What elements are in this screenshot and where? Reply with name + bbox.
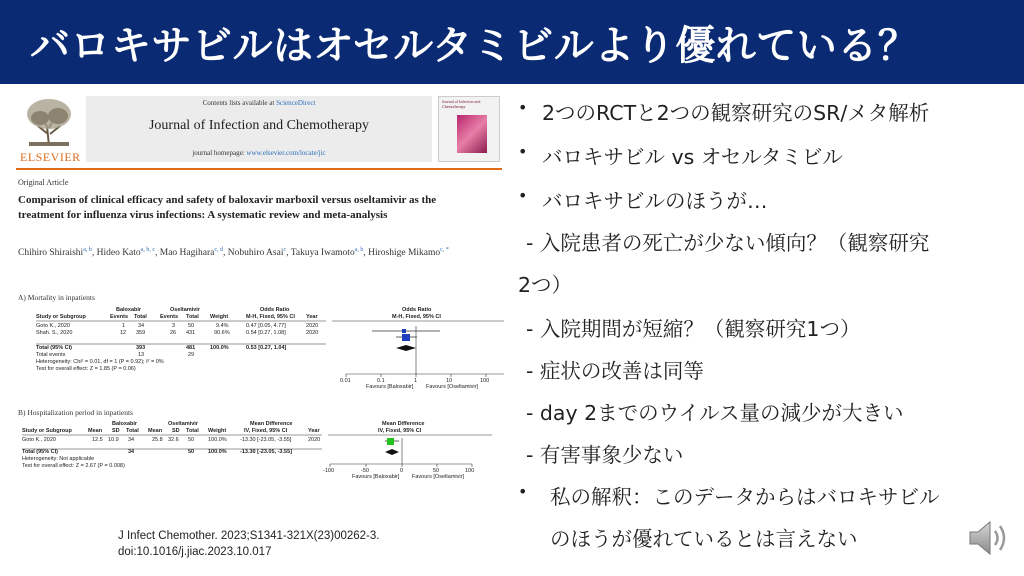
- pooled-diamond: [385, 449, 399, 455]
- citation-line: doi:10.1016/j.jiac.2023.10.017: [118, 546, 272, 558]
- forest-plot-mortality: Baloxabir Oseltamivir Odds Ratio Odds Ratio Study or Subgroup Events Total Events Total Weight M-H, Fixed, 95% CI Year M-H, Fixed, 95% CI Goto K., 2020 1 34 3 50 9.4% 0.47 [0.05, 4.77] 2020 Shah. S., 2020 12 359 26 431 90.6% 0.54 [0.27, 1.08] 2020 Total (95% CI) 393 481 100.0% 0.53 [0.27, 1.04] Total events 13 29 Heterogeneity: Chi² = 0.01, df = 1 (P = 0.92); I² = 0% Test for overall effect: Z = 1.85 (P = 0.06) 0.01 0.1 1 10 100 Favours [Baloxabir] Favours [Oseltamivir]: [36, 306, 506, 386]
- journal-homepage: journal homepage: www.elsevier.com/locate/jic: [192, 149, 326, 157]
- paper-title: Comparison of clinical efficacy and safety of baloxavir marboxil versus oseltamivir as the treatment for influenza virus infections: A systematic review and meta-analysis: [18, 194, 437, 221]
- contents-line: Contents lists available at ScienceDirect: [202, 99, 316, 107]
- study-marker: [402, 329, 406, 333]
- elsevier-wordmark: ELSEVIER: [20, 150, 81, 164]
- speaker-icon[interactable]: [966, 518, 1012, 558]
- pooled-diamond: [396, 345, 416, 351]
- paper-excerpt: [14, 92, 504, 502]
- cover-image: [457, 115, 487, 153]
- header-rule: [16, 168, 502, 170]
- author: Hiroshige Mikamo$^{c, *}$: [368, 247, 449, 259]
- title-banner: [0, 0, 1024, 84]
- author: Takuya Iwamoto$^{a, b}$,: [290, 247, 369, 259]
- author: Chihiro Shiraishi$^{a, b}$,: [18, 247, 97, 259]
- forest-plot-hospitalization: Baloxabir Oseltamivir Mean Difference Mean Difference Study or Subgroup Mean SD Total Mean SD Total Weight IV, Fixed, 95% CI Year IV, Fixed, 95% CI Goto K., 2020 12.5 10.9 34 25.8 32.6 50 100.0% -13.30 [-23.05, -3.55] 2020 Total (95% CI) 34 50 100.0% -13.30 [-23.05, -3.55] Heterogeneity: Not applicable Test for overall effect: Z = 2.67 (P = 0.008) -100 -50 0 50 100 Favours [Baloxabir] Favours [Oseltamivir]: [22, 420, 502, 480]
- article-type: Original Article: [18, 178, 69, 187]
- study-name: Shah. S., 2020: [36, 330, 73, 336]
- elsevier-tree-icon: [24, 96, 74, 148]
- sciencedirect-link[interactable]: ScienceDirect: [276, 99, 316, 107]
- slide-title: バロキサビルはオセルタミビルより優れている？: [30, 23, 919, 69]
- study-name: Goto K., 2020: [22, 437, 56, 443]
- elsevier-logo: [18, 94, 80, 166]
- journal-cover: [438, 96, 500, 162]
- citation: [118, 528, 379, 560]
- study-marker: [402, 334, 410, 341]
- homepage-link[interactable]: www.elsevier.com/locate/jic: [246, 149, 326, 157]
- cover-title: Journal of Infection and Chemotherapy: [442, 99, 481, 109]
- author-list: [18, 244, 458, 260]
- forest-b-label: B) Hospitalization period in inpatients: [18, 408, 133, 417]
- journal-header: [86, 96, 432, 162]
- study-marker: [387, 438, 394, 445]
- author: Nobuhiro Asai$^c$,: [227, 247, 291, 259]
- study-name: Goto K., 2020: [36, 323, 70, 329]
- forest-a-label: A) Mortality in inpatients: [18, 293, 95, 302]
- author: Mao Hagihara$^{c, d}$,: [159, 247, 228, 259]
- journal-name: Journal of Infection and Chemotherapy: [148, 118, 370, 133]
- author: Hideo Kato$^{a, b, c}$,: [96, 247, 160, 259]
- citation-line: J Infect Chemother. 2023;S1341-321X(23)00262-3.: [118, 530, 380, 542]
